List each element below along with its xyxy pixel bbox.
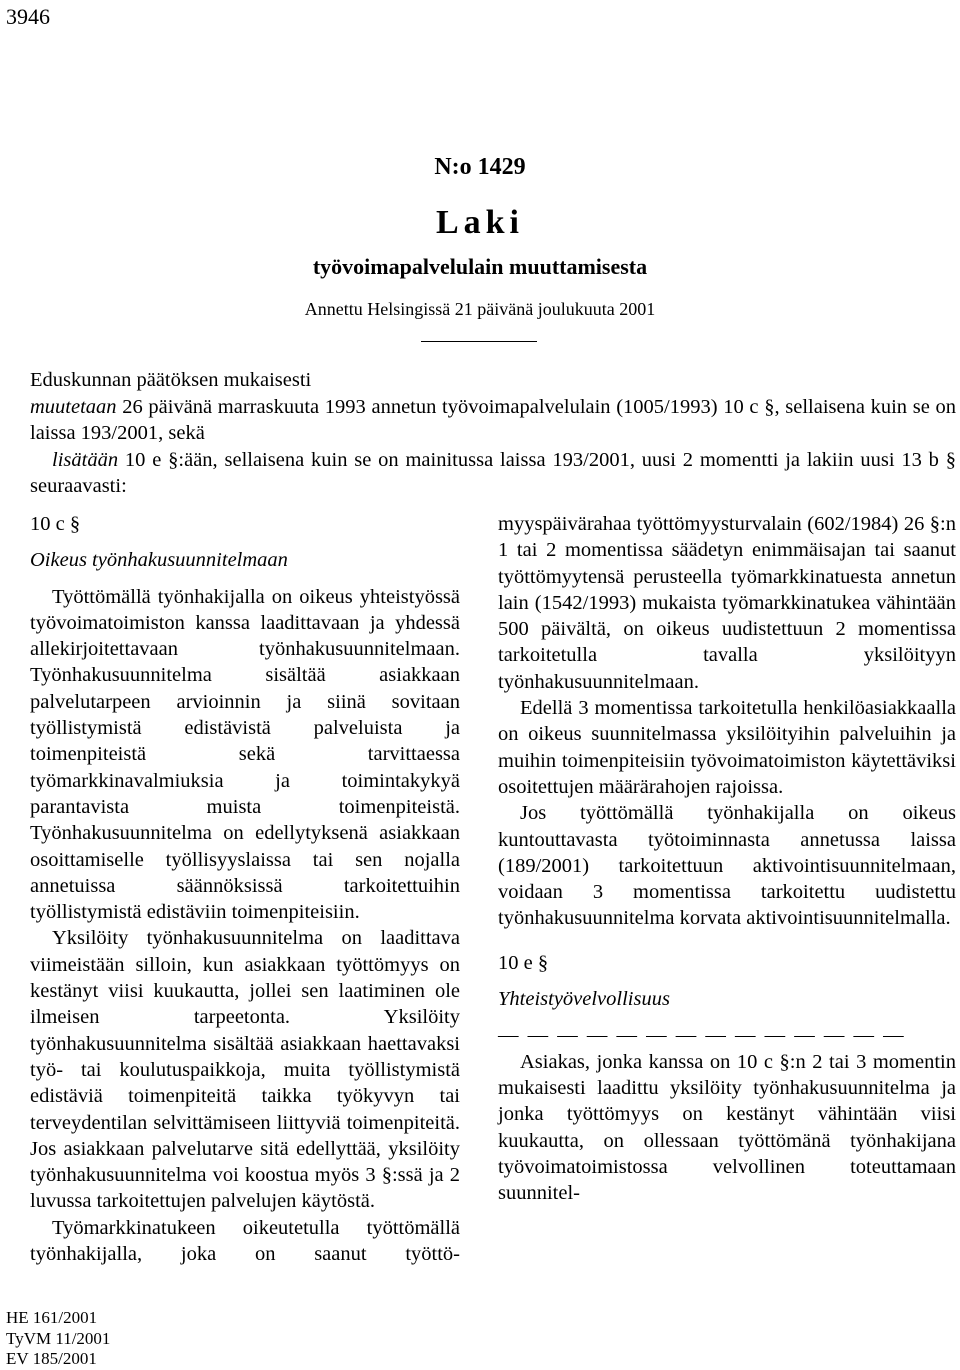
- section-10c-number: 10 c §: [30, 513, 81, 535]
- addition-verb: lisätään: [52, 448, 119, 471]
- section-10e-heading: Yhteistyövelvollisuus: [498, 988, 670, 1011]
- section-10c-heading: Oikeus työnhakusuunnitelmaan: [30, 549, 288, 572]
- section-10c-paragraph-2: Yksilöity työnhakusuunnitelma on laadittava viimeistään silloin, kun asiakkaan työttömyys on kestänyt viisi kuukautta, jollei sen laatiminen ole ilmeisen tarpeetonta. Yksilöity työnhakusuunnitelma sisältää asiakkaan haettavaksi työ- tai koulutuspaikkoja, muita työllistymistä edistäviä toimenpiteitä taikka työkyvyn tai terveydentilan selvittämiseen liittyviä toimenpiteitä. Jos asiakkaan palvelutarve sitä edellyttää, yksilöity työnhakusuunnitelma voi koostua myös 3 §:ssä ja 2 luvussa tarkoitettujen palvelujen käytöstä.: [30, 927, 460, 1213]
- amendment-text: 26 päivänä marraskuuta 1993 annetun työvoimapalvelulain (1005/1993) 10 c §, sellaisena kuin se on laissa 193/2001, sekä: [30, 395, 956, 444]
- section-10c-paragraph-1: Työttömällä työnhakijalla on oikeus yhteistyössä työvoimatoimiston kanssa laadittavaan ja yhdessä allekirjoitettavaan työnhakusuunnitelmaan. Työnhakusuunnitelma sisältää asiakkaan palvelutarpeen arvioinnin ja siinä sovitaan työllistymistä edistävistä palveluista ja toimenpiteistä sekä tarvittaessa työmarkkinavalmiuksia ja toimintakykyä parantavista muista toimenpiteistä. Työnhakusuunnitelma on edellytyksenä asiakkaan osoittamiselle työllisyyslaissa tai sen nojalla annetuissa säännöksissä tarkoitettuihin työllistymistä edistäviin toimenpiteisiin.: [30, 585, 460, 924]
- law-subtitle: työvoimapalvelulain muuttamisesta: [312, 254, 648, 279]
- section-10c-paragraph-3-end: myyspäivärahaa työttömyysturvalain (602/1984) 26 §:n 1 tai 2 momentissa säädetyn enimmäisajan tai saanut työttömyytensä perusteella työmarkkinatuesta annetun lain (1542/1993) mukaista työmarkkinatukea vähintään 500 päivältä, on oikeus uudistettuun 2 momentissa tarkoitetulla tavalla yksilöityyn työnhakusuunnitelmaan.: [498, 513, 956, 693]
- addition-text: 10 e §:ään, sellaisena kuin se on mainitussa laissa 193/2001, uusi 2 momentti ja lakiin uusi 13 b § seuraavasti:: [30, 448, 956, 497]
- reference-tyvm: TyVM 11/2001: [6, 1328, 111, 1348]
- amendment-clause: [30, 394, 956, 447]
- legislative-references: [6, 1308, 110, 1370]
- enacting-clause: [30, 367, 956, 500]
- enacting-formula: Eduskunnan päätöksen mukaisesti: [30, 369, 312, 391]
- statute-number: N:o 1429: [434, 154, 526, 180]
- reference-ev: EV 185/2001: [6, 1349, 97, 1368]
- addition-clause: [30, 447, 956, 500]
- section-10c-paragraph-3-start: Työmarkkinatukeen oikeutetulla työttömällä työnhakijalla, joka on saanut työttö-: [30, 1216, 460, 1266]
- omission-dashes: — — — — — — — — — — — — — —: [498, 1024, 906, 1047]
- amendment-verb: muutetaan: [30, 395, 117, 418]
- right-column: [498, 511, 956, 1206]
- page-number: 3946: [6, 4, 50, 29]
- header-divider: [421, 341, 537, 342]
- issued-date-line: Annettu Helsingissä 21 päivänä joulukuuta 2001: [304, 299, 656, 319]
- left-column: [30, 511, 460, 1267]
- law-title: Laki: [435, 204, 525, 241]
- section-10e-paragraph-2: Asiakas, jonka kanssa on 10 c §:n 2 tai 3 momentin mukaisesti laadittu yksilöity työnhakusuunnitelma ja jonka työttömyys on kestänyt vähintään viisi kuukautta, on ollessaan työttömänä työnhakijana työvoimatoimistossa velvollinen toteuttamaan suunnitel-: [498, 1050, 956, 1205]
- section-10e-number: 10 e §: [498, 951, 549, 974]
- reference-he: HE 161/2001: [6, 1308, 98, 1327]
- section-10c-paragraph-4: Edellä 3 momentissa tarkoitetulla henkilöasiakkaalla on oikeus suunnitelmassa yksilöityihin palveluihin ja muihin toimenpiteisiin työvoimatoimiston käytettäviksi osoitettujen määrärahojen rajoissa.: [498, 697, 956, 798]
- section-10c-paragraph-5: Jos työttömällä työnhakijalla on oikeus kuntouttavasta työtoiminnasta annetussa laissa (189/2001) tarkoitettuun aktivointisuunnitelmaan, voidaan 3 momentissa tarkoitettu uudistettu työnhakusuunnitelma korvata aktivointisuunnitelmalla.: [498, 802, 956, 930]
